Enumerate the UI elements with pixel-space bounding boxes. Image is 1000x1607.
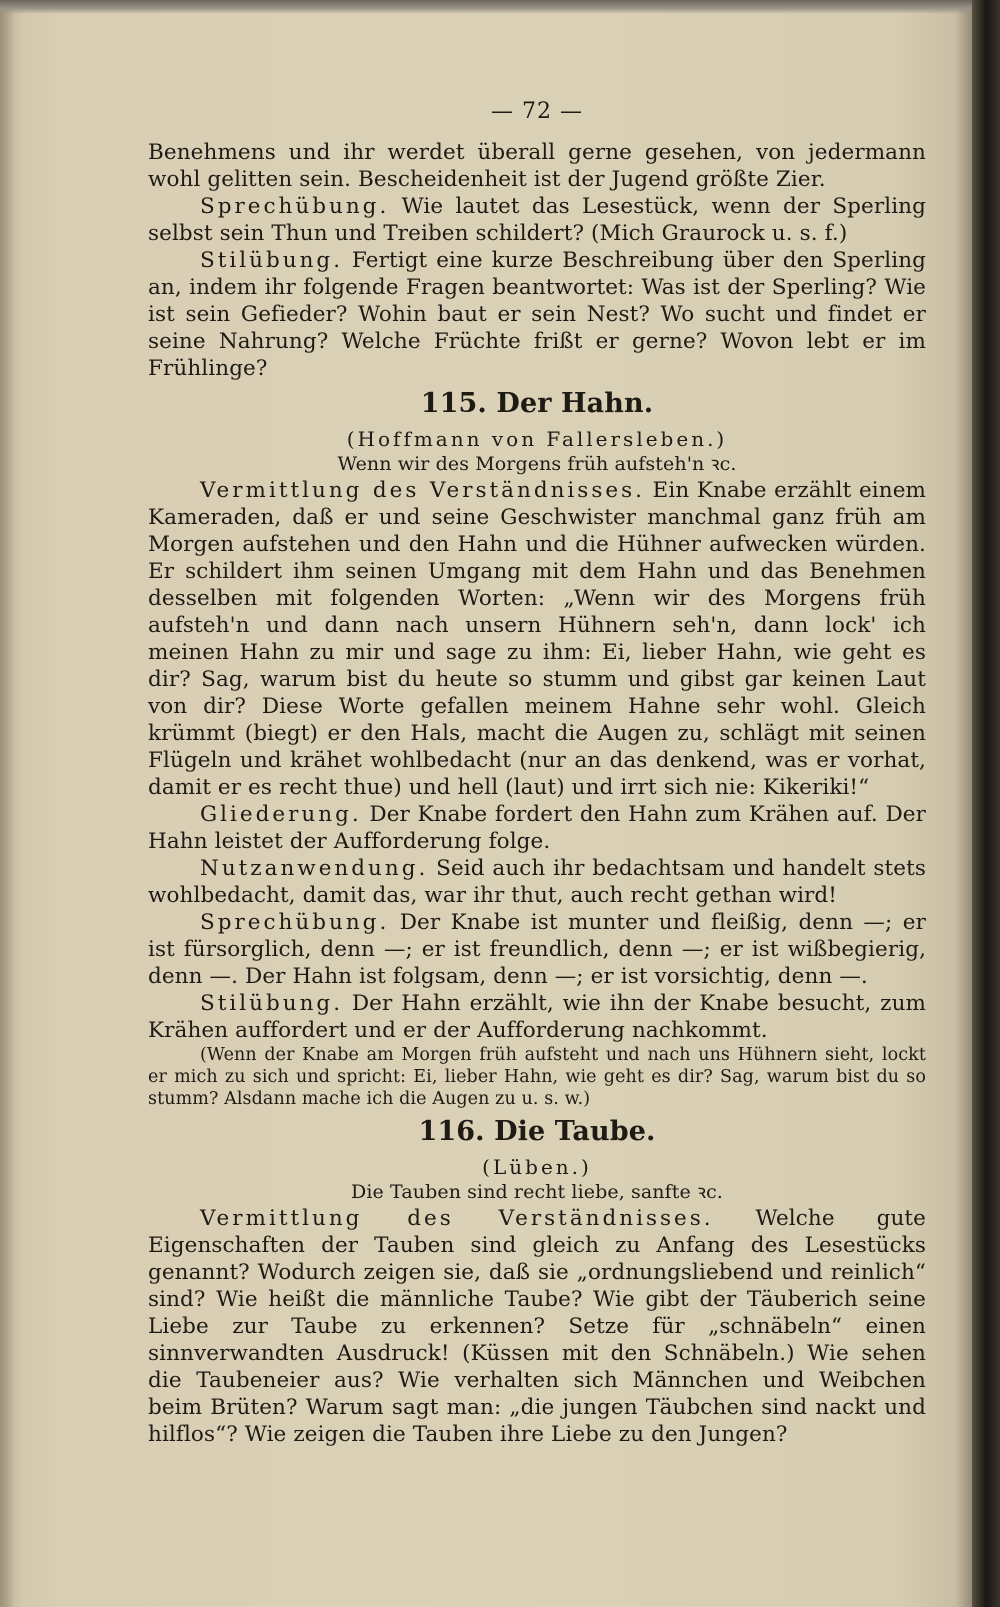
stiluebung-label: Stilübung. <box>200 248 344 273</box>
section-incipit-116: Die Tauben sind recht liebe, sanfte ꝛc. <box>351 1181 723 1203</box>
page-top-edge <box>0 0 1000 14</box>
sprechuebung-text: Wie lautet das Lesestück, wenn der Sperling selbst sein Thun und Treiben schildert? (Mich Graurock u. s. f.) <box>148 194 926 246</box>
sprechuebung-paragraph <box>148 193 926 247</box>
sprechuebung-text: Der Knabe ist munter und fleißig, denn —; er ist fürsorglich, denn —; er ist freundlich, denn —; er ist wißbegierig, denn —. Der Hahn ist folgsam, denn —; er ist vorsichtig, denn —. <box>148 910 926 989</box>
sprechuebung-label: Sprechübung. <box>200 910 390 935</box>
book-spine <box>972 0 1000 1607</box>
nutzanwendung-text: Seid auch ihr bedachtsam und handelt stets wohlbedacht, damit das, war ihr thut, auch recht gethan wird! <box>148 856 926 908</box>
vermittlung-label: Vermittlung des Verständnisses. <box>200 1206 714 1231</box>
stiluebung-label: Stilübung. <box>200 991 344 1016</box>
stiluebung-text: Fertigt eine kurze Beschreibung über den Sperling an, indem ihr folgende Fragen beantwortet: Was ist der Sperling? Wie ist sein Gefieder? Wohin baut er sein Nest? Wo sucht und findet er seine Nahrung? Welche Früchte frißt er gerne? Wovon lebt er im Frühlinge? <box>148 248 926 381</box>
stiluebung-paragraph-115 <box>148 990 926 1044</box>
nutzanwendung-label: Nutzanwendung. <box>200 856 429 881</box>
continuation-paragraph: Benehmens und ihr werdet überall gerne gesehen, von jedermann wohl gelitten sein. Bescheidenheit ist der Jugend größte Zier. <box>148 140 926 192</box>
gliederung-text: Der Knabe fordert den Hahn zum Krähen auf. Der Hahn leistet der Aufforderung folge. <box>148 802 926 854</box>
page-number: — 72 — <box>491 99 583 124</box>
section-heading-116: 116. Die Taube. <box>418 1116 656 1147</box>
stiluebung-text: Der Hahn erzählt, wie ihn der Knabe besucht, zum Krähen auffordert und er der Aufforderung nachkommt. <box>148 991 926 1043</box>
page-left-edge <box>0 0 14 1607</box>
sprechuebung-label: Sprechübung. <box>200 194 390 219</box>
gliederung-label: Gliederung. <box>200 802 362 827</box>
section-heading-115: 115. Der Hahn. <box>420 388 654 419</box>
gliederung-paragraph-115 <box>148 801 926 855</box>
nutzanwendung-paragraph-115 <box>148 855 926 909</box>
sprechuebung-paragraph-115 <box>148 909 926 990</box>
stiluebung-paragraph <box>148 247 926 382</box>
vermittlung-text: Ein Knabe erzählt einem Kameraden, daß er und seine Geschwister manchmal ganz früh am Morgen aufstehen und den Hahn und die Hühner aufwecken würden. Er schildert ihm seinen Umgang mit dem Hahn und das Benehmen desselben mit folgenden Worten: „Wenn wir des Morgens früh aufsteh'n und dann nach unsern Hühnern seh'n, dann lock' ich meinen Hahn zu mir und sage zu ihm: Ei, lieber Hahn, wie geht es dir? Sag, warum bist du heute so stumm und gibst gar keinen Laut von dir? Diese Worte gefallen meinem Hahne sehr wohl. Gleich krümmt (biegt) er den Hals, macht die Augen zu, schlägt mit seinen Flügeln und krähet wohlbedacht (nur an das denkend, was er vorhat, damit er es recht thue) und hell (laut) und irrt sich nie: Kikeriki!“ <box>148 478 927 800</box>
vermittlung-paragraph-116 <box>148 1205 926 1448</box>
page-text <box>148 98 926 1448</box>
section-incipit-115: Wenn wir des Morgens früh aufsteh'n ꝛc. <box>337 453 737 475</box>
section-author-115: (Hoffmann von Fallersleben.) <box>346 427 728 451</box>
vermittlung-label: Vermittlung des Verständnisses. <box>200 478 645 503</box>
vermittlung-text: Welche gute Eigenschaften der Tauben sind gleich zu Anfang des Lesestücks genannt? Wodurch zeigen sie, daß sie „ordnungsliebend und reinlich“ sind? Wie heißt die männliche Taube? Wie gibt der Täuberich seine Liebe zur Taube zu erkennen? Setze für „schnäbeln“ einen sinnverwandten Ausdruck! (Küssen mit den Schnäbeln.) Wie sehen die Taubeneier aus? Wie verhalten sich Männchen und Weibchen beim Brüten? Warum sagt man: „die jungen Täubchen sind nackt und hilflos“? Wie zeigen die Tauben ihre Liebe zu den Jungen? <box>148 1206 926 1447</box>
stiluebung-note-115: (Wenn der Knabe am Morgen früh aufsteht und nach uns Hühnern sieht, lockt er mich zu sich und spricht: Ei, lieber Hahn, wie geht es dir? Sag, warum bist du so stumm? Alsdann mache ich die Augen zu u. s. w.) <box>148 1045 926 1109</box>
section-author-116: (Lüben.) <box>482 1155 592 1179</box>
vermittlung-paragraph-115 <box>148 477 926 801</box>
